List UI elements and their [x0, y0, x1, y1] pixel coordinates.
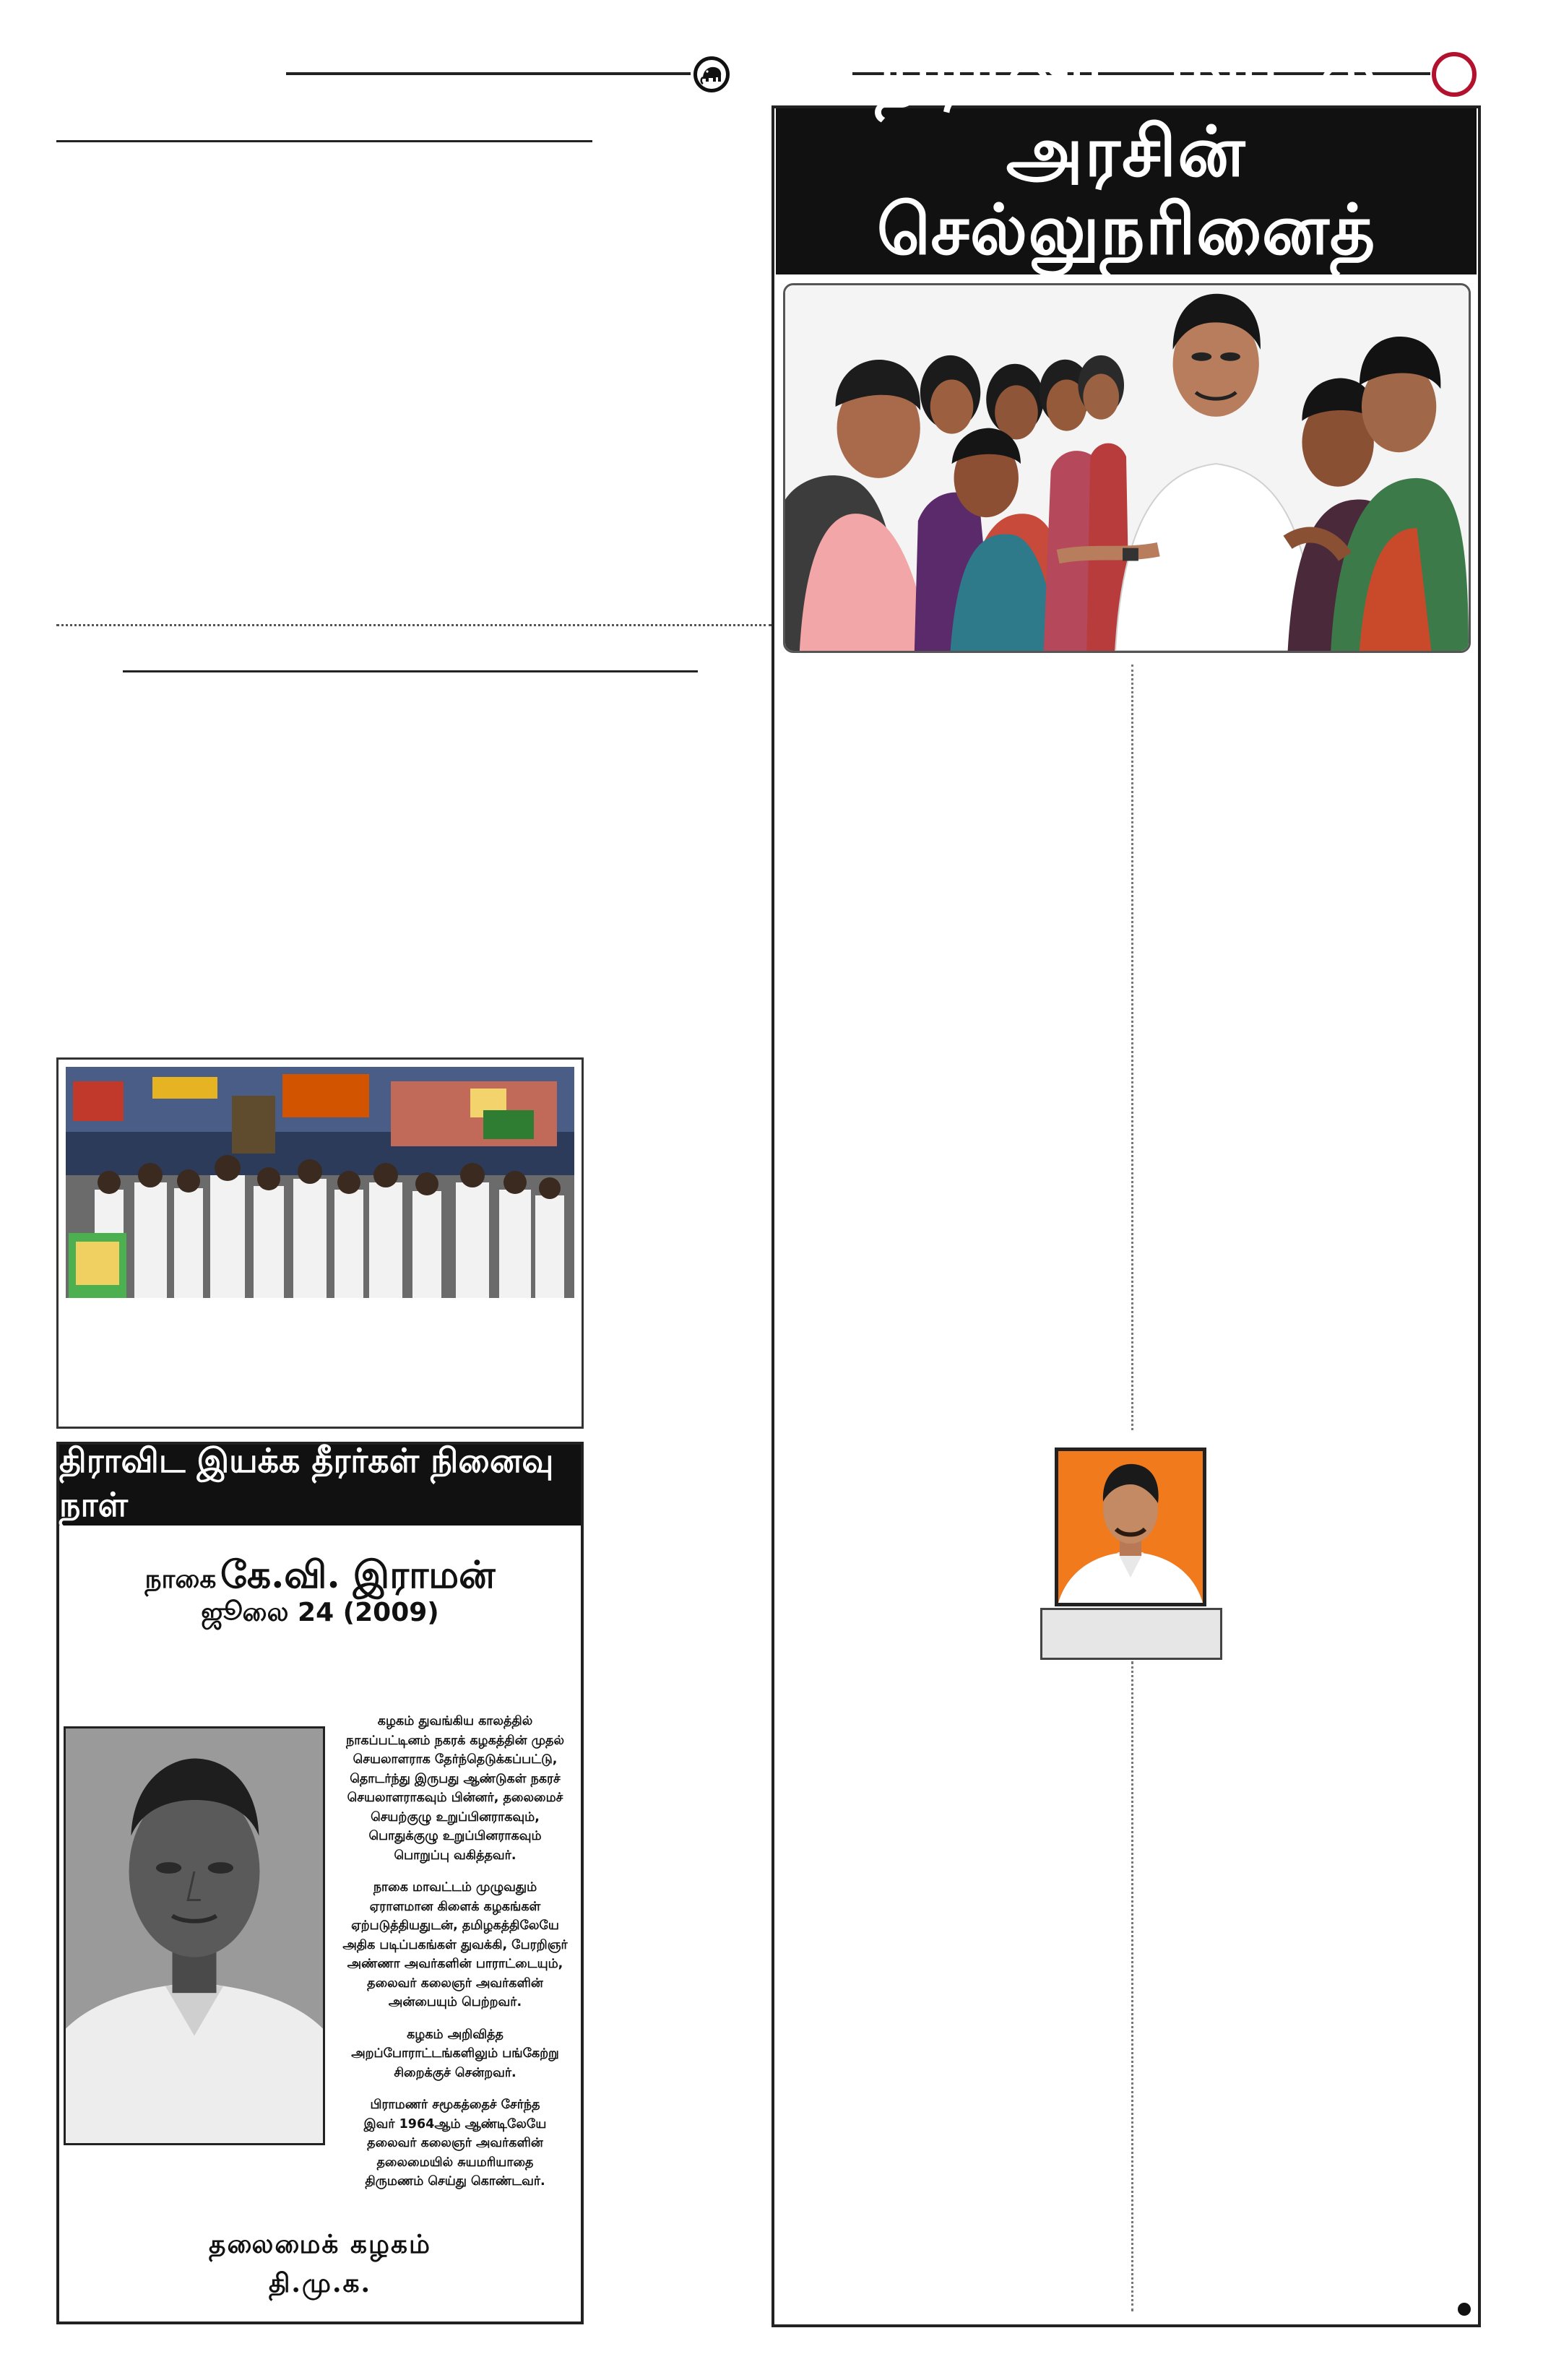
- memorial-box: [56, 1442, 584, 2324]
- masthead-rule-left: [286, 72, 691, 75]
- left-section-divider: [56, 624, 772, 626]
- left-mid-rule: [123, 670, 698, 672]
- memorial-name-prefix: நாகை: [144, 1564, 217, 1594]
- inset-portrait: [1055, 1448, 1206, 1606]
- memorial-bio-paragraph: கழகம் அறிவித்த அறப்போராட்டங்களிலும் பங்கேற்று சிறைக்குச் சென்றவர்.: [351, 2027, 559, 2080]
- rally-photo-box: [56, 1057, 584, 1429]
- feature-banner-line2: செல்லுநரினைத்: [876, 189, 1376, 270]
- rally-photo: [66, 1067, 574, 1298]
- end-of-article-dot: [1458, 2303, 1471, 2316]
- memorial-date: ஜூலை 24 (2009): [201, 1598, 439, 1627]
- memorial-bio-paragraph: கழகம் துவங்கிய காலத்தில் நாகப்பட்டினம் நகரக் கழகத்தின் முதல் செயலாளராக தேர்ந்தெடுக்கப்பட்டு, தொடர்ந்து இருபது ஆண்டுகள் நகரச் செயலாளராகவும் பின்னர், தலைமைச் செயற்குழு உறுப்பினராகவும், பொதுக்குழு உறுப்பினராகவும் பொறுப்பு வகித்தவர்.: [346, 1714, 564, 1863]
- memorial-header: திராவிட இயக்க தீரர்கள் நினைவு நாள்: [59, 1445, 581, 1526]
- memorial-footer: [59, 2225, 581, 2311]
- memorial-footer-line2: தி.மு.க.: [268, 2268, 372, 2298]
- right-column-divider-lower: [1131, 1661, 1133, 2311]
- memorial-bio-paragraph: பிராமணர் சமூகத்தைச் சேர்ந்த இவர் 1964ஆம் ஆண்டிலேயே தலைவர் கலைஞர் அவர்களின் தலைமையில் சுயமரியாதை திருமணம் செய்து கொண்டவர்.: [363, 2098, 547, 2189]
- memorial-bio: [332, 1712, 578, 2189]
- memorial-portrait: [64, 1726, 325, 2145]
- memorial-bio-paragraph: நாகை மாவட்டம் முழுவதும் ஏராளமான கிளைக் கழகங்கள் ஏற்படுத்தியதுடன், தமிழகத்திலேயே அதிக படிப்பகங்கள் துவக்கி, பேரறிஞர் அண்ணா அவர்களின் பாராட்டையும், தலைவர் கலைஞர் அவர்களின் அன்பையும் பெற்றவர்.: [342, 1880, 568, 2009]
- feature-banner: [776, 33, 1477, 274]
- feature-lead-photo: [783, 283, 1471, 653]
- inset-portrait-caption: [1040, 1608, 1222, 1660]
- memorial-footer-line1: தலைமைக் கழகம்: [209, 2229, 431, 2259]
- memorial-name: [59, 1553, 581, 1596]
- right-column-divider-upper: [1131, 665, 1133, 1430]
- memorial-name-main: கே.வி. இராமன்: [220, 1553, 496, 1597]
- left-top-rule: [56, 140, 592, 142]
- elephant-emblem-icon: [693, 56, 730, 92]
- feature-banner-line1: ‘திராவிட மாடல்’ அரசின்: [847, 33, 1406, 193]
